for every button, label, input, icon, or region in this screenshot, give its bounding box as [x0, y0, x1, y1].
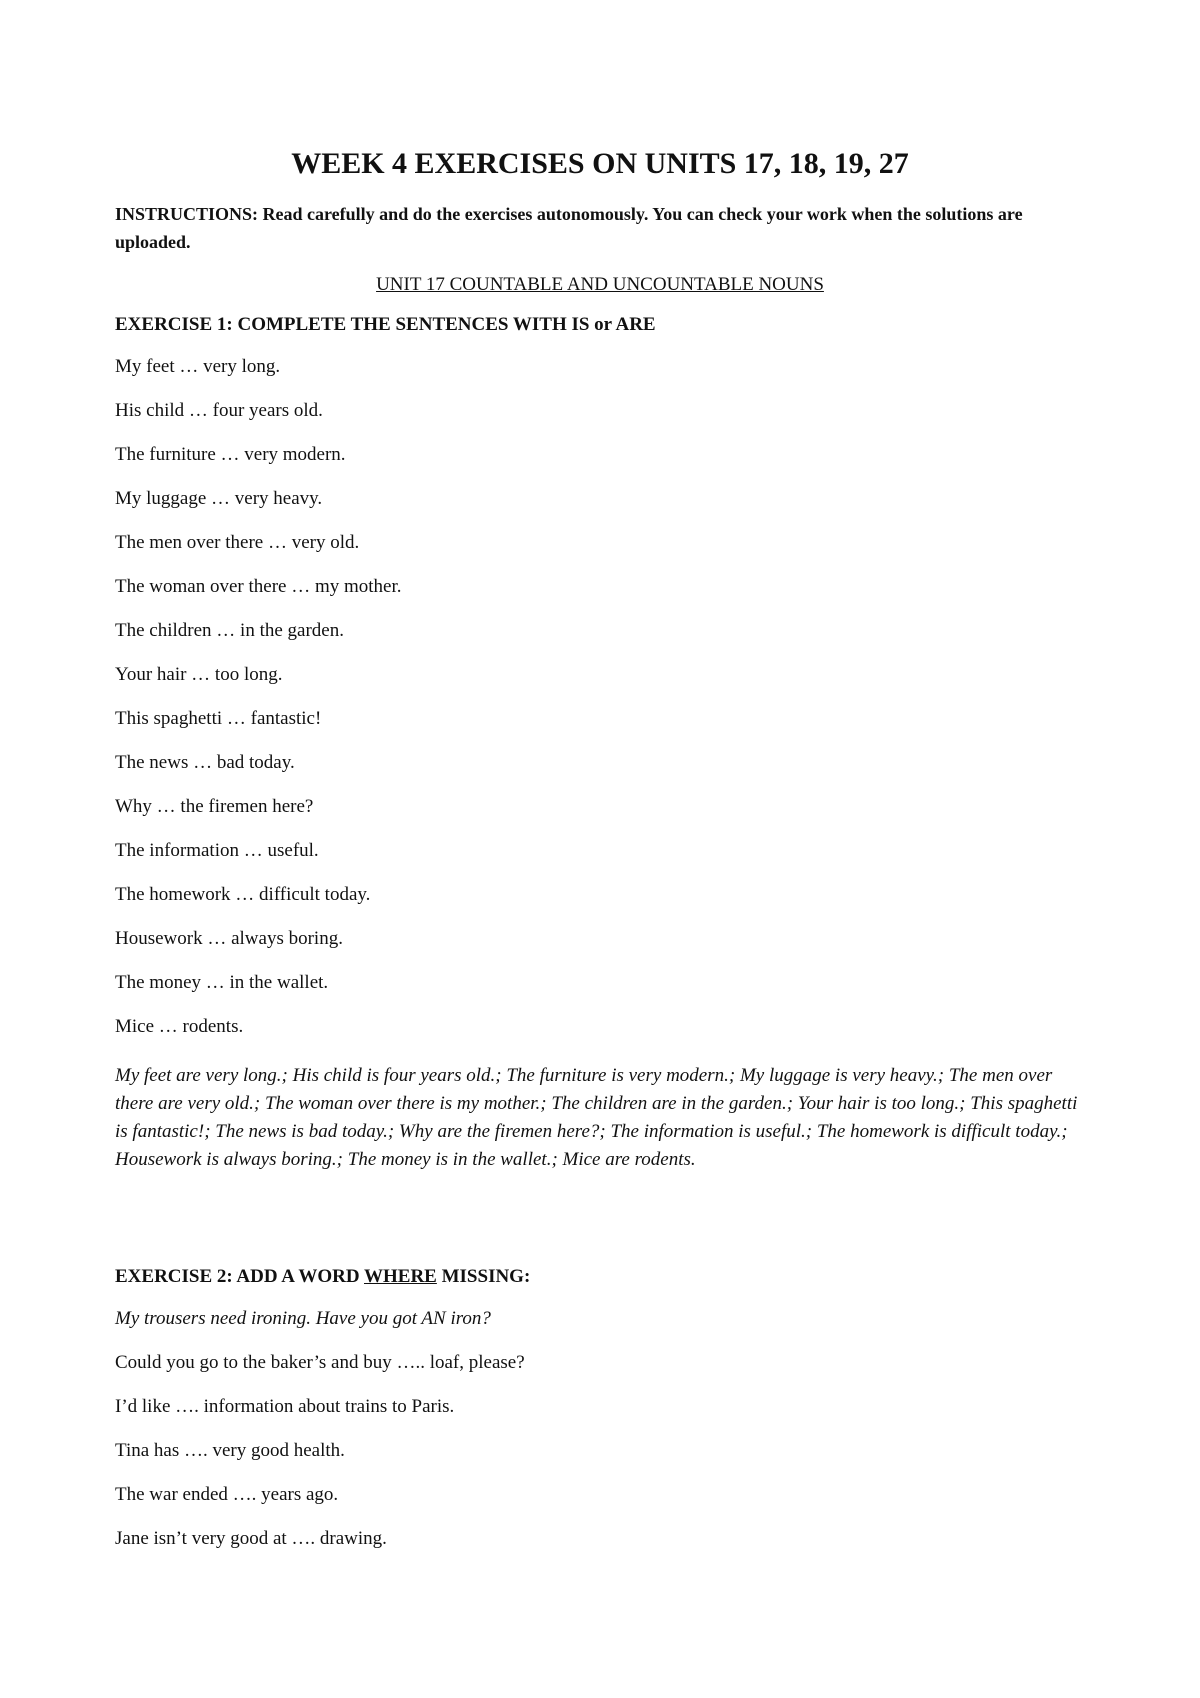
exercise-1-sentence: The money … in the wallet.: [115, 972, 329, 993]
exercise-1-sentence: Your hair … too long.: [115, 664, 283, 685]
exercise-2-heading-start: EXERCISE 2: ADD A WORD: [115, 1266, 364, 1287]
exercise-1-answers: My feet are very long.; His child is four years old.; The furniture is very modern.; My luggage is very heavy.; The men over there are very old.; The woman over there is my mother.; The children are in the garden.; Your hair is too long.; This spaghetti is fantastic!; The news is bad today.; Why are the firemen here?; The information is useful.; The homework is difficult today.; Housework is always boring.; The money is in the wallet.; Mice are rodents.: [115, 1065, 1078, 1170]
unit-17-heading: UNIT 17 COUNTABLE AND UNCOUNTABLE NOUNS: [376, 274, 824, 295]
exercise-1-sentence: Why … the firemen here?: [115, 796, 314, 817]
exercise-2-heading-underlined: WHERE: [364, 1266, 437, 1287]
exercise-1-sentence: His child … four years old.: [115, 400, 323, 421]
exercise-1-sentence: The children … in the garden.: [115, 620, 344, 641]
exercise-1-sentence: The woman over there … my mother.: [115, 576, 402, 597]
exercise-1-sentence: The homework … difficult today.: [115, 884, 371, 905]
exercise-1-sentence: Mice … rodents.: [115, 1016, 244, 1037]
instructions-text: INSTRUCTIONS: Read carefully and do the exercises autonomously. You can check your work when the solutions are uploaded.: [115, 204, 1023, 252]
exercise-1-sentence: My luggage … very heavy.: [115, 488, 323, 509]
exercise-2-sentence: Jane isn’t very good at …. drawing.: [115, 1528, 387, 1549]
exercise-1-sentence: Housework … always boring.: [115, 928, 343, 949]
document-title: WEEK 4 EXERCISES ON UNITS 17, 18, 19, 27: [291, 147, 909, 180]
exercise-2-example: My trousers need ironing. Have you got AN iron?: [115, 1308, 491, 1329]
exercise-2-sentence: Tina has …. very good health.: [115, 1440, 345, 1461]
exercise-1-sentence: My feet … very long.: [115, 356, 281, 377]
exercise-2-sentence: The war ended …. years ago.: [115, 1484, 339, 1505]
exercise-1-sentence-list: [115, 354, 402, 1058]
exercise-2-heading-end: MISSING:: [436, 1266, 531, 1287]
exercise-1-sentence: The men over there … very old.: [115, 532, 360, 553]
exercise-1-heading: EXERCISE 1: COMPLETE THE SENTENCES WITH IS or ARE: [115, 314, 656, 335]
exercise-1-sentence: The information … useful.: [115, 840, 319, 861]
exercise-1-sentence: The news … bad today.: [115, 752, 295, 773]
exercise-1-sentence: The furniture … very modern.: [115, 444, 346, 465]
exercise-2-sentence-list: [115, 1350, 525, 1570]
exercise-2-heading: [115, 1264, 530, 1290]
exercise-2-sentence: Could you go to the baker’s and buy ….. loaf, please?: [115, 1352, 525, 1373]
exercise-2-sentence: I’d like …. information about trains to Paris.: [115, 1396, 455, 1417]
exercise-1-sentence: This spaghetti … fantastic!: [115, 708, 322, 729]
